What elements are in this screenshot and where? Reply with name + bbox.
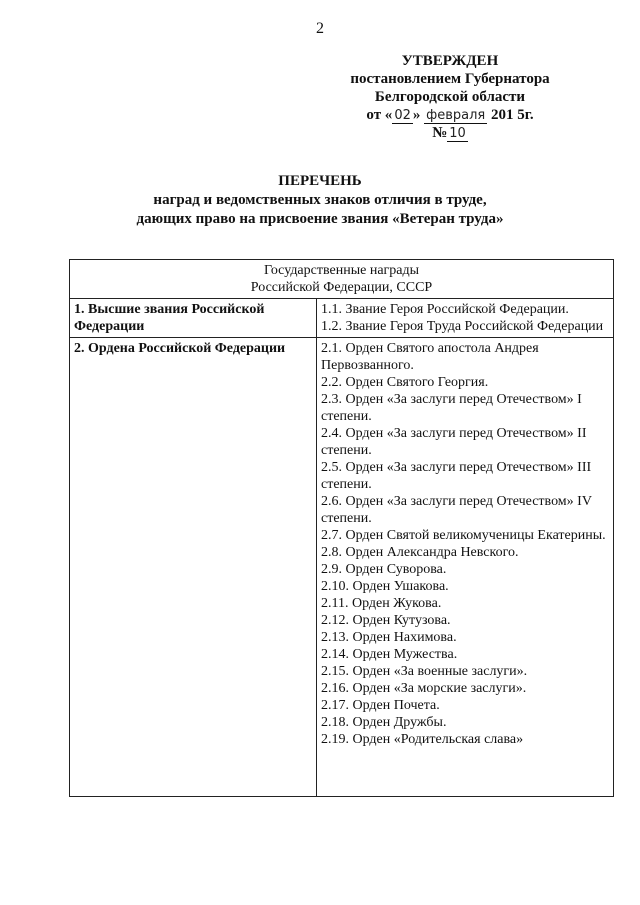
approval-date <box>330 106 570 124</box>
list-item: 2.13. Орден Нахимова. <box>321 630 457 645</box>
list-item: 2.11. Орден Жукова. <box>321 596 442 611</box>
date-month: февраля <box>426 108 486 123</box>
date-prefix: от « <box>366 107 393 123</box>
list-item: 2.10. Орден Ушакова. <box>321 579 449 594</box>
table-caption <box>70 260 614 299</box>
date-mid: » <box>412 107 421 123</box>
date-year: 201 5г. <box>490 107 534 123</box>
section-title: 1. Высшие звания Российской Федерации <box>70 299 317 338</box>
list-item: 2.2. Орден Святого Георгия. <box>321 375 489 390</box>
date-day: 02 <box>394 108 411 123</box>
caption-line1: Государственные награды <box>263 263 420 278</box>
number-value: 10 <box>449 126 466 141</box>
list-item: 2.18. Орден Дружбы. <box>321 715 447 730</box>
approval-number <box>330 124 570 142</box>
list-item: 2.3. Орден «За заслуги перед Отечеством» I степени. <box>321 392 582 424</box>
list-item: 2.5. Орден «За заслуги перед Отечеством» III степени. <box>321 460 592 492</box>
list-item: 2.12. Орден Кутузова. <box>321 613 451 628</box>
section-items <box>317 299 614 338</box>
section-title: 2. Ордена Российской Федерации <box>70 338 317 797</box>
list-item: 2.8. Орден Александра Невского. <box>321 545 519 560</box>
approval-title: УТВЕРЖДЕН <box>401 53 499 69</box>
list-item: 2.6. Орден «За заслуги перед Отечеством» IV степени. <box>321 494 592 526</box>
list-item: 2.16. Орден «За морские заслуги». <box>321 681 527 696</box>
list-item: 2.1. Орден Святого апостола Андрея Первозванного. <box>321 341 539 373</box>
section-items <box>317 338 614 797</box>
list-item: 2.17. Орден Почета. <box>321 698 440 713</box>
number-prefix: № <box>432 125 448 141</box>
list-item: 2.4. Орден «За заслуги перед Отечеством» II степени. <box>321 426 587 458</box>
approval-stamp <box>330 52 570 142</box>
list-item: 2.15. Орден «За военные заслуги». <box>321 664 528 679</box>
table-row <box>70 338 614 797</box>
list-item: 2.19. Орден «Родительская слава» <box>321 732 524 747</box>
list-item: 1.2. Звание Героя Труда Российской Федерации <box>321 319 604 334</box>
heading-line2: дающих право на присвоение звания «Ветеран труда» <box>136 211 504 227</box>
page-number: 2 <box>316 20 324 37</box>
awards-table <box>69 259 614 797</box>
list-item: 2.14. Орден Мужества. <box>321 647 458 662</box>
list-item: 2.7. Орден Святой великомученицы Екатерины. <box>321 528 606 543</box>
list-item: 1.1. Звание Героя Российской Федерации. <box>321 302 569 317</box>
heading-line1: наград и ведомственных знаков отличия в труде, <box>153 192 487 208</box>
approval-line1: постановлением Губернатора <box>350 71 550 87</box>
list-item: 2.9. Орден Суворова. <box>321 562 447 577</box>
table-row <box>70 299 614 338</box>
approval-line2: Белгородской области <box>374 89 526 105</box>
heading-title: ПЕРЕЧЕНЬ <box>278 173 362 189</box>
table-caption-row <box>70 260 614 299</box>
document-heading <box>0 172 640 229</box>
caption-line2: Российской Федерации, СССР <box>250 280 433 295</box>
